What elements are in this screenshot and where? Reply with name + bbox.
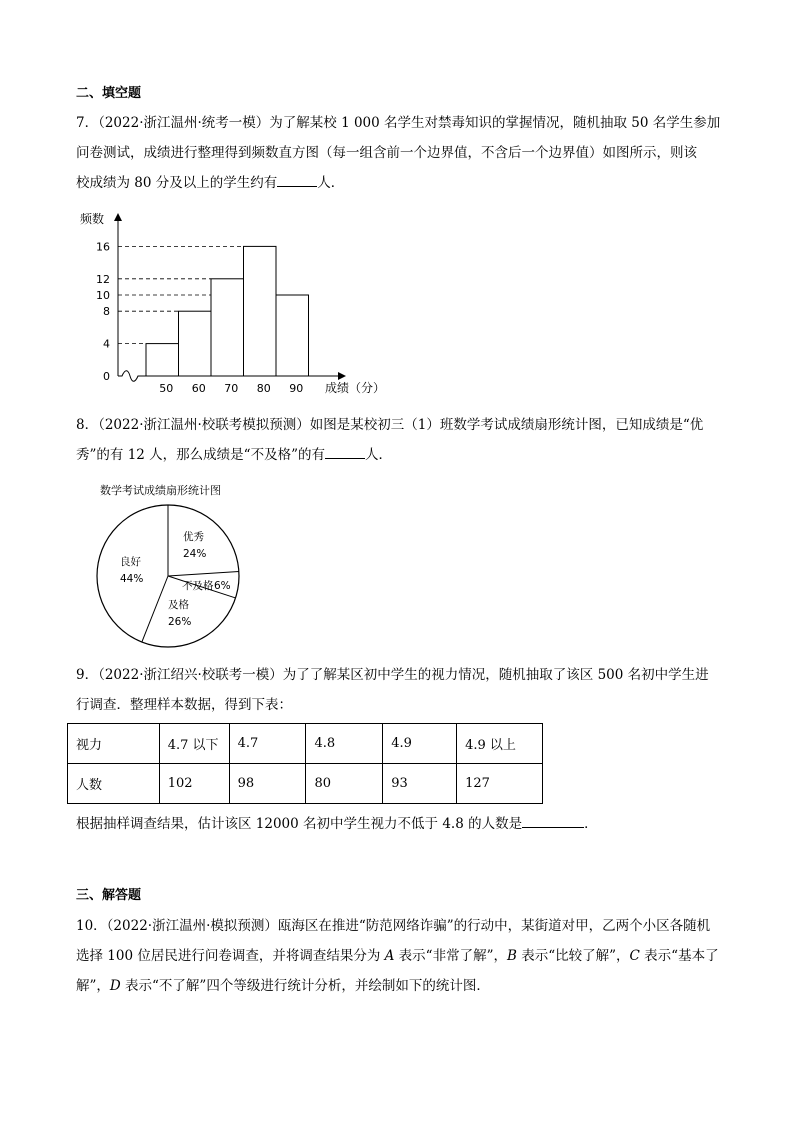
table-cell: 102	[159, 764, 229, 804]
section-heading-fill-in: 二、填空题	[76, 86, 142, 101]
q9-after-text: 根据抽样调查结果，估计该区 12000 名初中学生视力不低于 4.8 的人数是	[76, 816, 523, 832]
q8-line-2-end: 人．	[364, 447, 392, 463]
table-row	[68, 764, 543, 804]
q7-line-3-text: 校成绩为 80 分及以上的学生约有	[76, 175, 278, 191]
y-axis-label: 频数	[80, 212, 105, 226]
y-tick-label: 8	[103, 305, 110, 319]
q8-answer-blank[interactable]	[325, 444, 365, 459]
question-7	[76, 108, 726, 198]
table-cell: 127	[457, 764, 543, 804]
table-cell: 80	[306, 764, 383, 804]
x-tick-label: 60	[191, 382, 206, 395]
x-tick-label: 90	[289, 382, 304, 395]
q10-line-2	[76, 941, 726, 971]
pie-title: 数学考试成绩扇形统计图	[100, 484, 221, 497]
letter-c: C	[629, 948, 640, 964]
section-heading-answer: 三、解答题	[76, 888, 142, 903]
pie-slice-label: 不及格	[182, 580, 214, 592]
pie-slice-label: 及格	[168, 599, 189, 611]
question-8	[76, 410, 726, 470]
histogram-bar	[146, 344, 179, 376]
pie-slice-label: 优秀	[183, 531, 204, 543]
table-cell: 4.7 以下	[159, 724, 229, 764]
x-tick-label: 50	[159, 382, 174, 395]
table-cell: 93	[383, 764, 457, 804]
question-10	[76, 911, 726, 1001]
q8-line-1: 8．（2022·浙江温州·校联考模拟预测）如图是某校初三（1）班数学考试成绩扇形统计图，已知成绩是“优	[76, 417, 704, 433]
q10-line-3-text: 解”，	[76, 978, 110, 994]
q9-line-2: 行调查．整理样本数据，得到下表：	[76, 697, 292, 713]
q9-after-end: ．	[584, 816, 598, 832]
table-cell: 人数	[68, 764, 160, 804]
x-axis-arrow	[338, 372, 346, 380]
histogram-bar	[179, 311, 212, 376]
y-tick-label: 16	[96, 240, 110, 254]
table-cell: 4.9 以上	[457, 724, 543, 764]
q10-a-desc: 表示“非常了解”，	[394, 948, 507, 964]
table-header-row	[68, 724, 543, 764]
histogram-bar	[276, 295, 309, 376]
q9-after-line	[76, 809, 726, 839]
score-pie-chart	[90, 480, 260, 650]
table-cell: 视力	[68, 724, 160, 764]
q10-line-3	[76, 971, 726, 1001]
q10-c-desc: 表示“基本了	[639, 948, 719, 964]
q7-line-2: 问卷测试，成绩进行整理得到频数直方图（每一组含前一个边界值，不含后一个边界值）如图所示，则该	[76, 145, 697, 161]
q8-line-2-text: 秀”的有 12 人，那么成绩是“不及格”的有	[76, 447, 325, 463]
q10-line-1: 10．（2022·浙江温州·模拟预测）瓯海区在推进“防范网络诈骗”的行动中，某街道对甲，乙两个小区各随机	[76, 918, 711, 934]
pie-slice-percent: 26%	[168, 616, 192, 628]
pie-slice-percent: 24%	[183, 548, 207, 560]
letter-b: B	[507, 948, 517, 964]
question-9	[76, 660, 726, 720]
x-tick-label: 80	[256, 382, 271, 395]
pie-slice-label: 良好	[120, 556, 141, 568]
letter-d: D	[109, 978, 121, 994]
histogram-bar	[211, 279, 244, 376]
y-tick-label: 4	[103, 337, 110, 351]
question-9-continued	[76, 809, 726, 839]
q8-line-2	[76, 440, 726, 470]
histogram-bar	[244, 246, 277, 376]
table-cell: 4.9	[383, 724, 457, 764]
q9-line-1: 9．（2022·浙江绍兴·校联考一模）为了了解某区初中学生的视力情况，随机抽取了该区 500 名初中学生进	[76, 667, 709, 683]
table-cell: 4.7	[229, 724, 306, 764]
q10-d-desc: 表示“不了解”四个等级进行统计分析，并绘制如下的统计图．	[120, 978, 490, 994]
letter-a: A	[384, 948, 395, 964]
q7-line-3-end: 人．	[317, 175, 345, 191]
pie-slice-percent: 6%	[214, 580, 231, 592]
frequency-histogram	[70, 205, 410, 400]
y-tick-label: 10	[96, 289, 110, 302]
x-tick-label: 70	[224, 382, 239, 395]
vision-table	[67, 723, 543, 804]
q9-answer-blank[interactable]	[522, 813, 584, 828]
y-tick-label: 12	[96, 272, 110, 286]
q7-answer-blank[interactable]	[277, 172, 317, 187]
q10-line-2-text: 选择 100 位居民进行问卷调查，并将调查结果分为	[76, 948, 385, 964]
pie-slice-percent: 44%	[120, 573, 144, 585]
q7-line-1: 7．（2022·浙江温州·统考一模）为了解某校 1 000 名学生对禁毒知识的掌握情况，随机抽取 50 名学生参加	[76, 115, 721, 131]
q10-b-desc: 表示“比较了解”，	[516, 948, 630, 964]
table-cell: 4.8	[306, 724, 383, 764]
x-axis-label: 成绩（分）	[325, 381, 386, 395]
q7-line-3	[76, 168, 726, 198]
y-tick-label: 0	[103, 370, 110, 383]
y-axis-arrow	[114, 213, 122, 221]
table-cell: 98	[229, 764, 306, 804]
